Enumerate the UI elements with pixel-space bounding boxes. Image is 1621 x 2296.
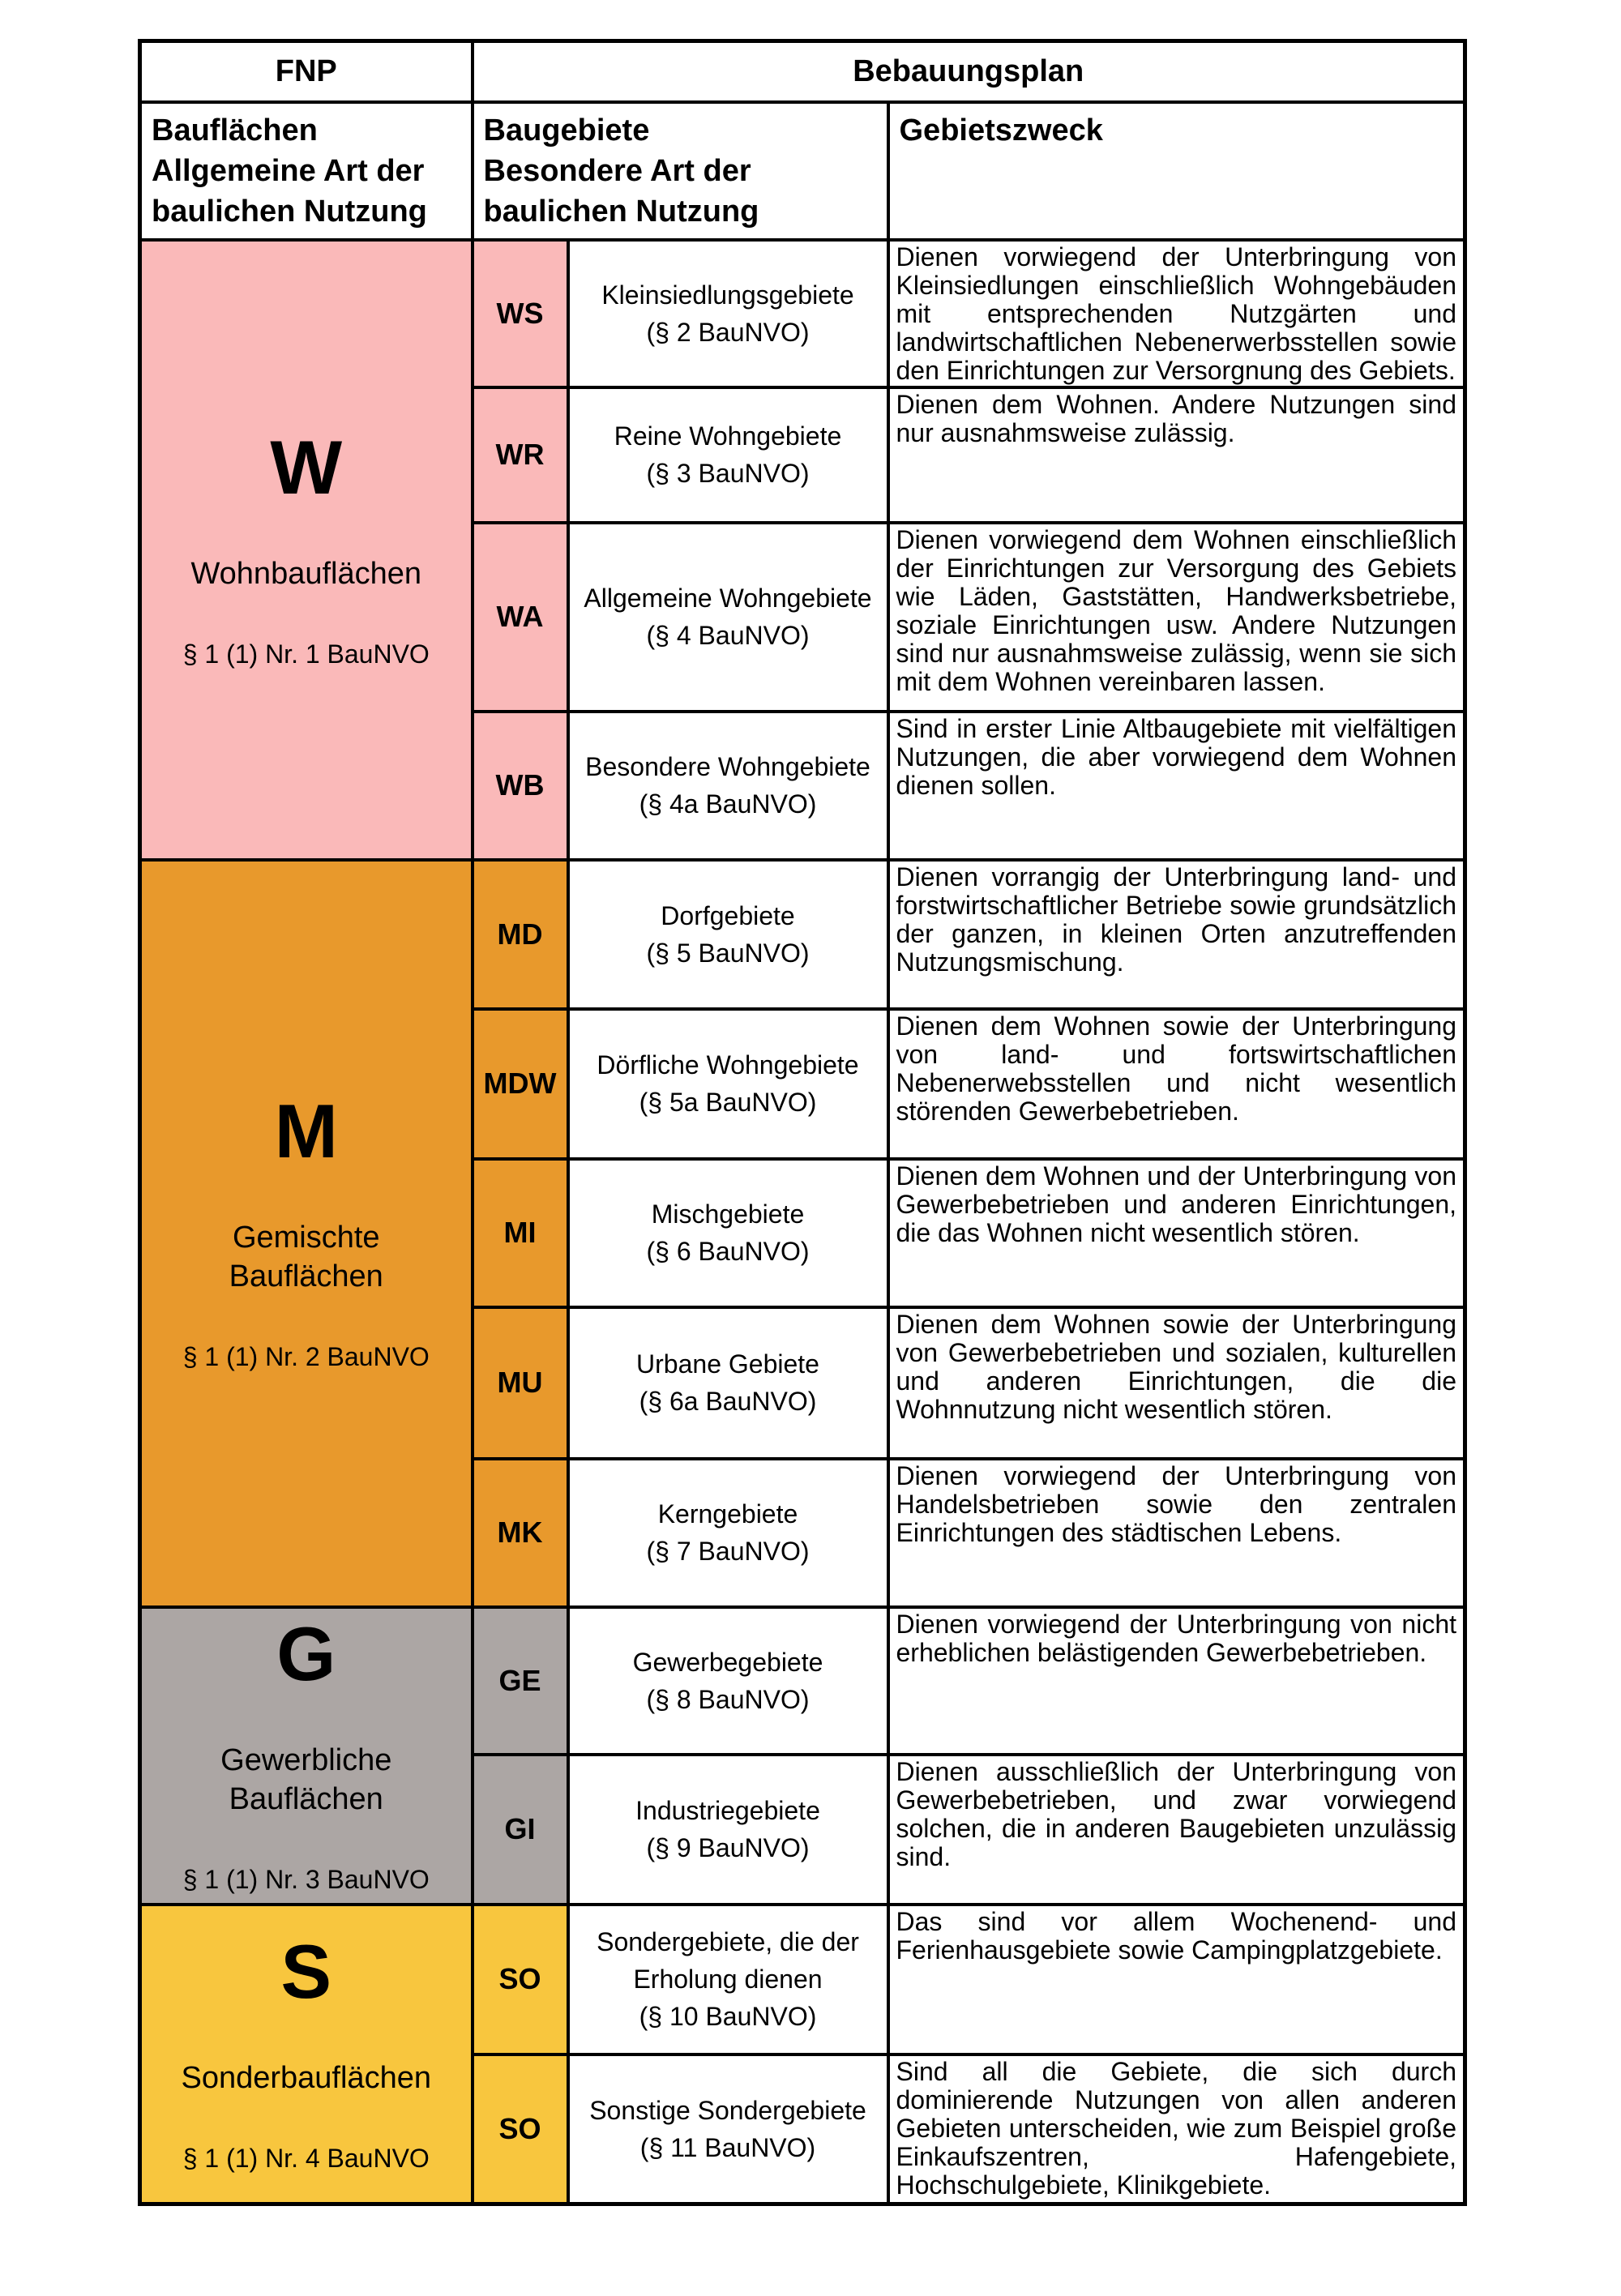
section-ref: § 1 (1) Nr. 4 BauNVO xyxy=(182,2143,430,2173)
section-name-line: Wohnbauflächen xyxy=(190,556,422,591)
zweck-cell-mdw xyxy=(888,1009,1465,1159)
name-cell-mu xyxy=(568,1307,888,1459)
header-line: Allgemeine Art der xyxy=(152,153,425,188)
section-cell-gewerbliche-bauflaechen xyxy=(140,1607,473,1905)
area-name: Dorfgebiete xyxy=(661,900,795,930)
code-cell-ws: WS xyxy=(473,240,568,387)
section-name-line: Bauflächen xyxy=(229,1781,383,1816)
code-cell-ge: GE xyxy=(473,1607,568,1755)
zweck-cell-so-erholung xyxy=(888,1905,1465,2054)
name-cell-wa xyxy=(568,523,888,712)
name-cell-wr xyxy=(568,387,888,523)
code-cell-mdw: MDW xyxy=(473,1009,568,1159)
zweck-text: Das sind vor allem Wochenend- und Ferienhausgebiete sowie Campingplatzgebiete. xyxy=(896,1906,1456,1965)
section-letter: S xyxy=(280,1928,332,2014)
code-cell-mk: MK xyxy=(473,1459,568,1607)
zweck-text: Dienen dem Wohnen sowie der Unterbringung von Gewerbebetrieben und sozialen, kulturellen und anderen Einrichtungen, die die Wohnnutzung nicht wesentlich stören. xyxy=(896,1309,1456,1424)
area-name: Dörfliche Wohngebiete xyxy=(597,1050,859,1080)
code-cell-wb: WB xyxy=(473,712,568,860)
zweck-text: Sind in erster Linie Altbaugebiete mit vielfältigen Nutzungen, die aber vorwiegend dem Wohnen dienen sollen. xyxy=(896,713,1456,800)
section-name xyxy=(142,554,471,593)
area-ref: (§ 3 BauNVO) xyxy=(646,459,810,488)
zweck-cell-so-sonstige xyxy=(888,2054,1465,2204)
area-name: Urbane Gebiete xyxy=(636,1349,819,1379)
code-cell-md: MD xyxy=(473,860,568,1009)
name-cell-so-erholung xyxy=(568,1905,888,2054)
zweck-text: Sind all die Gebiete, die sich durch dominierende Nutzungen von allen anderen Gebieten unterscheiden, wie zum Beispiel große Einkaufszentren, Hafengebiete, Hochschulgebiete, Klinikgebiete. xyxy=(896,2056,1456,2200)
zweck-text: Dienen vorwiegend der Unterbringung von Handelsbetrieben sowie den zentralen Einrichtungen des städtischen Lebens. xyxy=(896,1460,1456,1547)
section-name xyxy=(142,2059,471,2097)
area-ref: (§ 5a BauNVO) xyxy=(639,1088,817,1117)
area-ref: (§ 6a BauNVO) xyxy=(639,1387,817,1416)
section-name-line: Bauflächen xyxy=(229,1259,383,1293)
table-row xyxy=(140,1607,1465,1755)
table-row xyxy=(140,1905,1465,2054)
section-name xyxy=(142,1741,471,1819)
area-name: Reine Wohngebiete xyxy=(614,421,842,451)
section-cell-sonderbauflaechen xyxy=(140,1905,473,2204)
zweck-cell-ws xyxy=(888,240,1465,387)
area-ref: (§ 2 BauNVO) xyxy=(646,317,810,347)
code-cell-mu: MU xyxy=(473,1307,568,1459)
name-cell-so-sonstige xyxy=(568,2054,888,2204)
zweck-cell-mi xyxy=(888,1159,1465,1307)
code-cell-wa: WA xyxy=(473,523,568,712)
section-name xyxy=(142,1218,471,1296)
header-line: baulichen Nutzung xyxy=(483,194,759,229)
header-cell-fnp: FNP xyxy=(140,41,473,102)
code-cell-wr: WR xyxy=(473,387,568,523)
table-row xyxy=(140,240,1465,387)
zweck-cell-ge xyxy=(888,1607,1465,1755)
zweck-text: Dienen vorwiegend dem Wohnen einschließlich der Einrichtungen zur Versorgung des Gebiets wie Läden, Gaststätten, Handwerksbetriebe, soziale Einrichtungen usw. Andere Nutzungen sind nur ausnahmsweise zulässig, wenn sie sich mit dem Wohnen vereinbaren lassen. xyxy=(896,524,1456,696)
table-header-row-2 xyxy=(140,102,1465,240)
area-ref: (§ 7 BauNVO) xyxy=(646,1537,810,1566)
section-letter: G xyxy=(276,1610,336,1696)
header-cell-bauflaechen xyxy=(140,102,473,240)
name-cell-mdw xyxy=(568,1009,888,1159)
code-cell-mi: MI xyxy=(473,1159,568,1307)
section-ref: § 1 (1) Nr. 3 BauNVO xyxy=(182,1864,430,1894)
name-cell-ge xyxy=(568,1607,888,1755)
area-name: Gewerbegebiete xyxy=(632,1647,823,1677)
section-name-line: Gewerbliche xyxy=(220,1742,392,1777)
zweck-text: Dienen vorwiegend der Unterbringung von nicht erheblichen belästigenden Gewerbebetrieben. xyxy=(896,1609,1456,1667)
zweck-cell-gi xyxy=(888,1755,1465,1905)
area-ref: (§ 5 BauNVO) xyxy=(646,938,810,968)
area-ref: (§ 4 BauNVO) xyxy=(646,621,810,650)
section-name-line: Sonderbauflächen xyxy=(181,2060,431,2095)
code-cell-so-erholung: SO xyxy=(473,1905,568,2054)
header-line: baulichen Nutzung xyxy=(152,194,427,229)
section-cell-wohnbauflaechen xyxy=(140,240,473,860)
area-ref: (§ 8 BauNVO) xyxy=(646,1684,810,1714)
zweck-cell-wb xyxy=(888,712,1465,860)
zweck-text: Dienen vorrangig der Unterbringung land- und forstwirtschaftlicher Betriebe sowie grundsätzlich der ganzen, in kleinen Orten anzutreffenden Nutzungsmischung. xyxy=(896,862,1456,977)
baunvo-table xyxy=(138,39,1467,2206)
table-row xyxy=(140,860,1465,1009)
name-cell-mi xyxy=(568,1159,888,1307)
zweck-text: Dienen vorwiegend der Unterbringung von Kleinsiedlungen einschließlich Wohngebäuden mit entsprechenden Nutzgärten und landwirtschaftlichen Nebenerwerbsstellen sowie den Einrichtungen zur Versorgnung des Gebiets. xyxy=(896,242,1456,385)
area-name: Kerngebiete xyxy=(657,1499,798,1529)
area-name: Sondergebiete, die der Erholung dienen xyxy=(597,1927,859,1994)
area-ref: (§ 4a BauNVO) xyxy=(639,789,817,819)
name-cell-gi xyxy=(568,1755,888,1905)
zweck-text: Dienen dem Wohnen und der Unterbringung von Gewerbebetrieben und anderen Einrichtungen, die das Wohnen nicht wesentlich stören. xyxy=(896,1161,1456,1247)
area-ref: (§ 6 BauNVO) xyxy=(646,1237,810,1266)
code-cell-gi: GI xyxy=(473,1755,568,1905)
zweck-text: Dienen dem Wohnen. Andere Nutzungen sind nur ausnahmsweise zulässig. xyxy=(896,389,1456,447)
area-ref: (§ 11 BauNVO) xyxy=(639,2132,816,2162)
area-ref: (§ 9 BauNVO) xyxy=(646,1833,810,1862)
name-cell-mk xyxy=(568,1459,888,1607)
name-cell-md xyxy=(568,860,888,1009)
section-ref: § 1 (1) Nr. 2 BauNVO xyxy=(182,1342,430,1371)
header-cell-bebauungsplan: Bebauungsplan xyxy=(473,41,1465,102)
header-cell-baugebiete xyxy=(473,102,888,240)
area-name: Sonstige Sondergebiete xyxy=(589,2095,866,2125)
header-line: Bauflächen xyxy=(152,113,318,148)
section-letter: M xyxy=(274,1088,338,1174)
section-ref: § 1 (1) Nr. 1 BauNVO xyxy=(182,639,430,669)
zweck-cell-wr xyxy=(888,387,1465,523)
header-line: Gebietszweck xyxy=(899,113,1103,148)
zweck-cell-wa xyxy=(888,523,1465,712)
zweck-text: Dienen ausschließlich der Unterbringung von Gewerbebetrieben, und zwar vorwiegend solchen, die in anderen Baugebieten unzulässig sind. xyxy=(896,1756,1456,1871)
zweck-cell-mu xyxy=(888,1307,1465,1459)
area-name: Kleinsiedlungsgebiete xyxy=(601,280,854,310)
area-name: Besondere Wohngebiete xyxy=(585,752,870,781)
zweck-cell-md xyxy=(888,860,1465,1009)
name-cell-ws xyxy=(568,240,888,387)
table-header-row-1 xyxy=(140,41,1465,102)
area-name: Mischgebiete xyxy=(651,1199,805,1229)
area-ref: (§ 10 BauNVO) xyxy=(639,2002,817,2031)
area-name: Industriegebiete xyxy=(635,1796,820,1825)
header-cell-gebietszweck xyxy=(888,102,1465,240)
section-name-line: Gemischte xyxy=(232,1221,380,1255)
section-letter: W xyxy=(270,424,343,510)
zweck-cell-mk xyxy=(888,1459,1465,1607)
header-line: Besondere Art der xyxy=(483,153,751,188)
area-name: Allgemeine Wohngebiete xyxy=(584,584,872,613)
name-cell-wb xyxy=(568,712,888,860)
zweck-text: Dienen dem Wohnen sowie der Unterbringung von land- und fortswirtschaftlichen Nebenerwebsstellen und nicht wesentlich störenden Gewerbebetrieben. xyxy=(896,1011,1456,1126)
code-cell-so-sonstige: SO xyxy=(473,2054,568,2204)
section-cell-gemischte-bauflaechen xyxy=(140,860,473,1607)
header-line: Baugebiete xyxy=(483,113,650,148)
